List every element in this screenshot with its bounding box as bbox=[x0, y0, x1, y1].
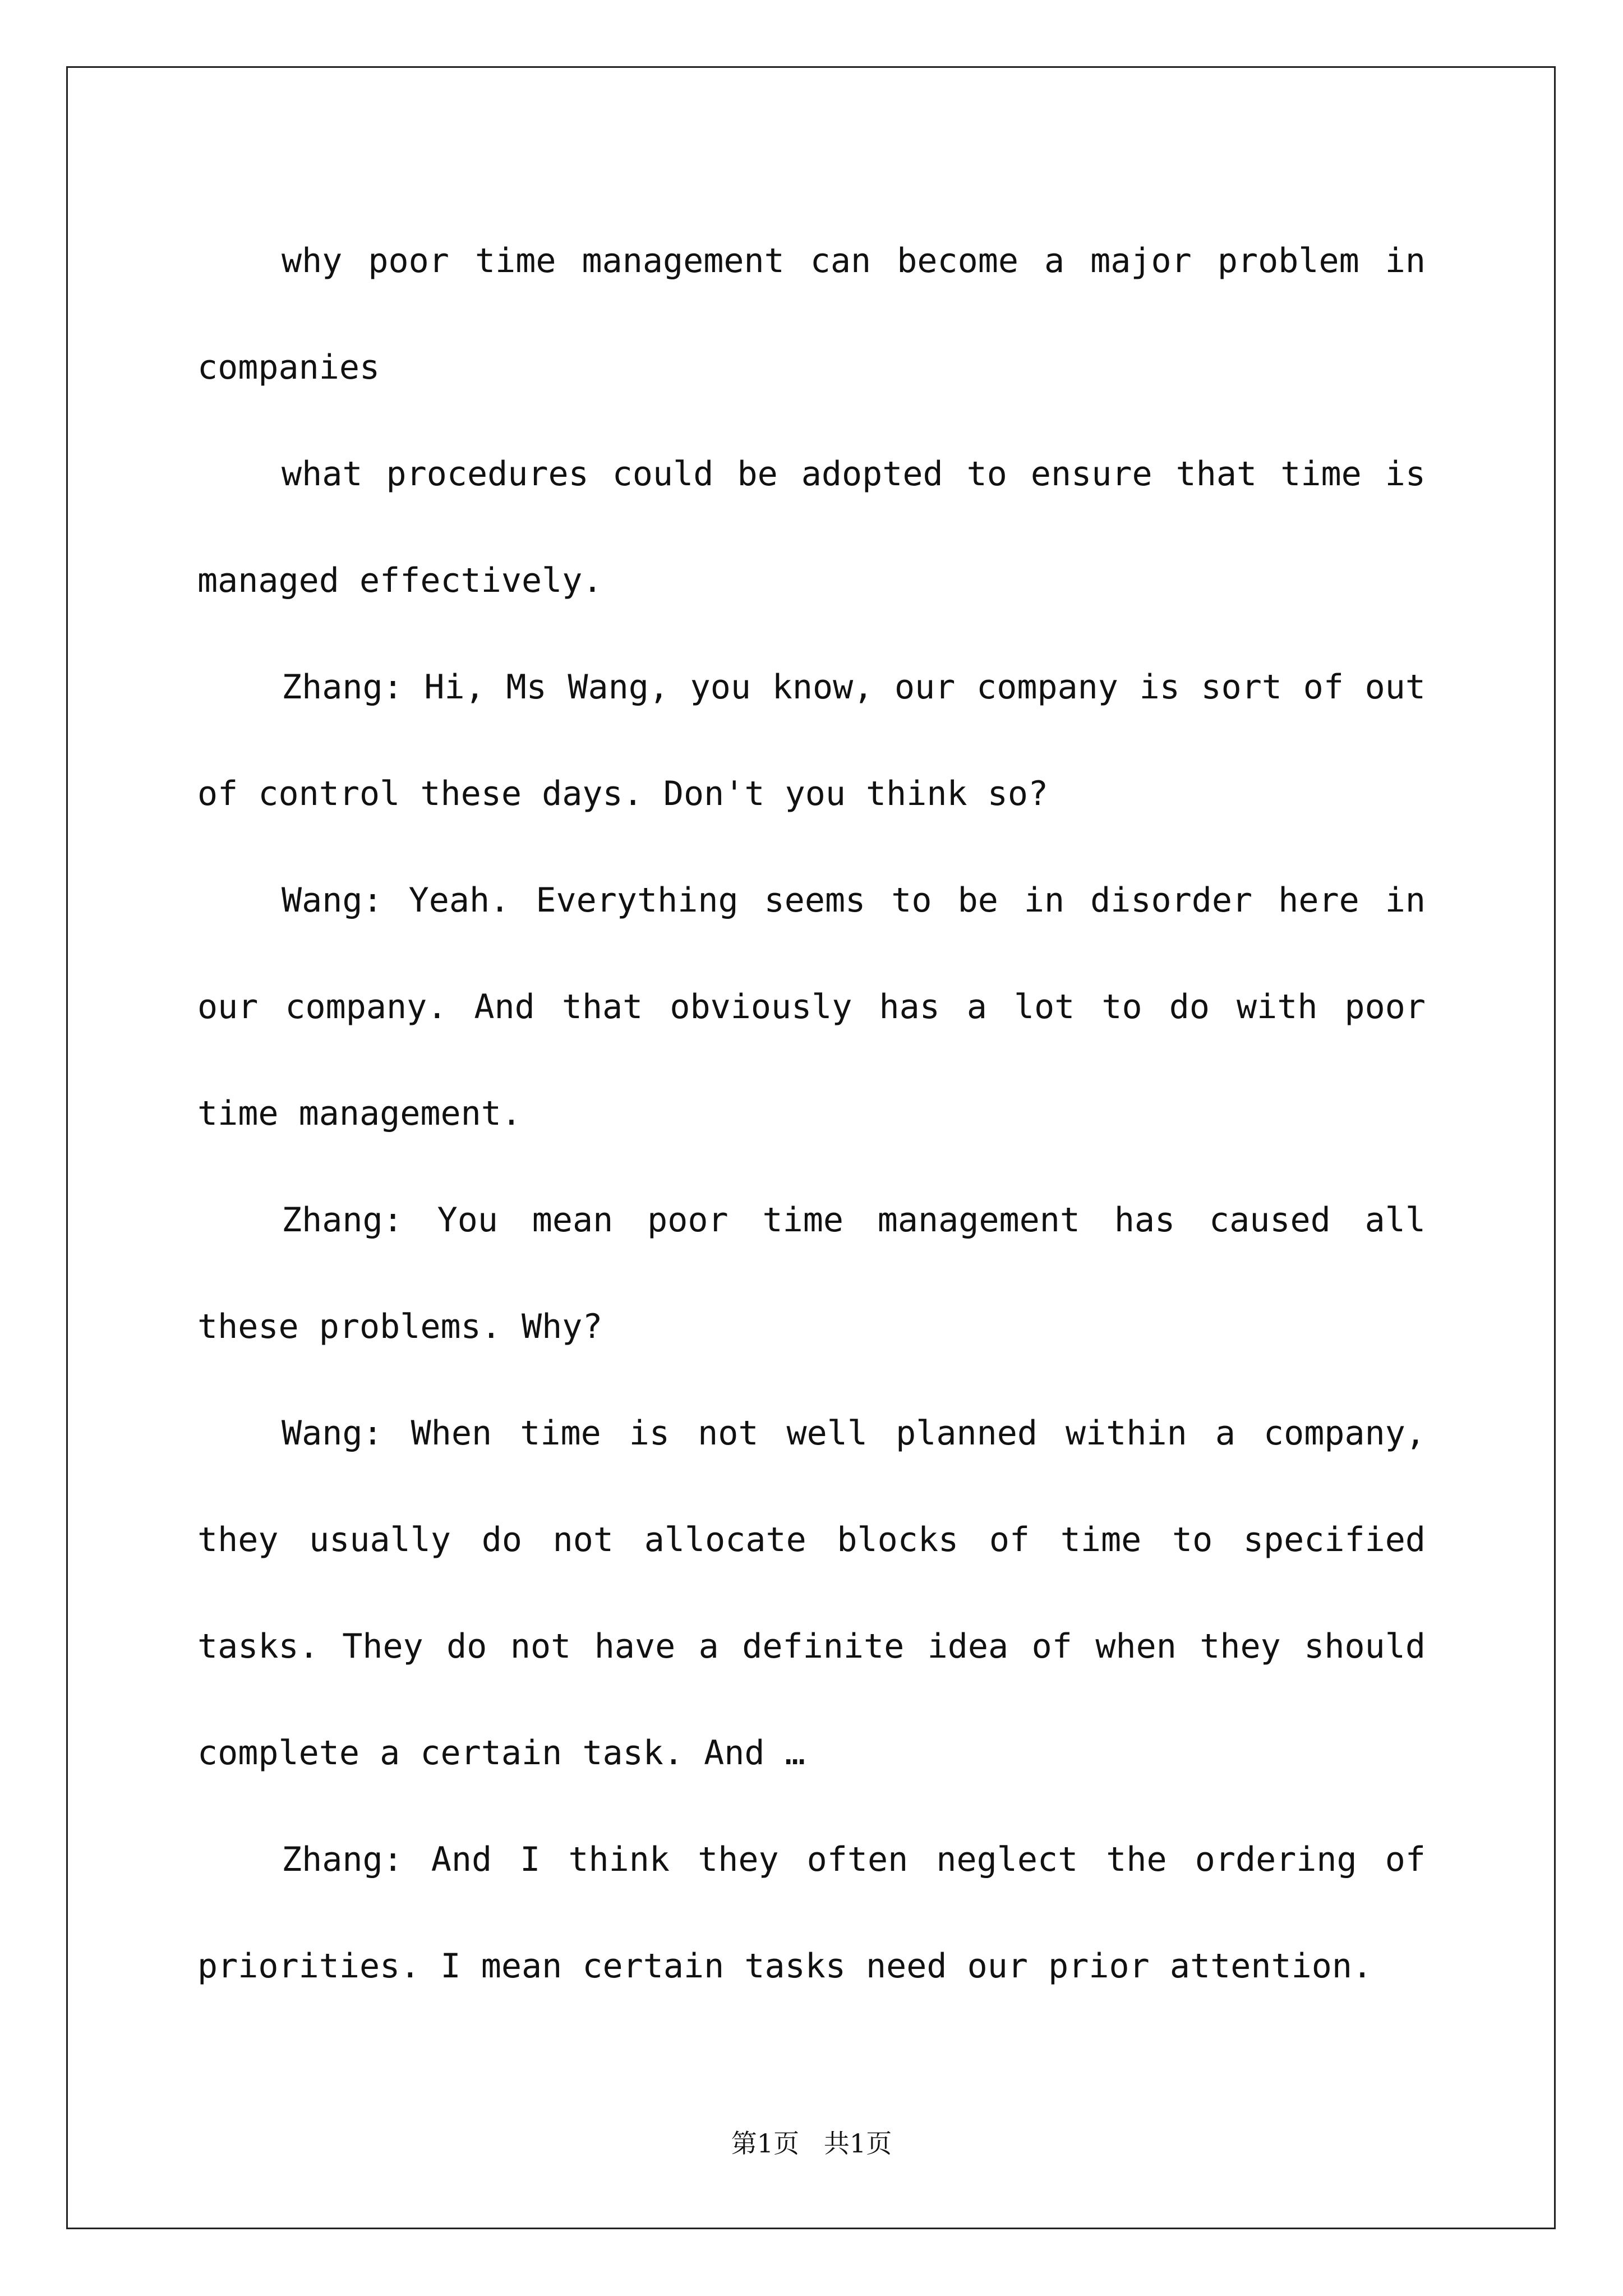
paragraph-zhang-2: Zhang: You mean poor time management has caused all these problems. Why? bbox=[197, 1200, 1426, 1346]
paragraph-wang-2: Wang: When time is not well planned within a company, they usually do not allocate blocks of time to specified tasks. They do not have a definite idea of when they should complete a certain task. And … bbox=[197, 1414, 1426, 1773]
paragraph-wang-1: Wang: Yeah. Everything seems to be in disorder here in our company. And that obviously has a lot to do with poor time management. bbox=[197, 881, 1426, 1133]
paragraph-zhang-1: Zhang: Hi, Ms Wang, you know, our company is sort of out of control these days. Don't you think so? bbox=[197, 668, 1426, 813]
page-footer: 第1页 共1页 bbox=[731, 2128, 892, 2159]
paragraph-topic-1: why poor time management can become a major problem in companies bbox=[197, 241, 1426, 387]
paragraph-topic-2: what procedures could be adopted to ensure that time is managed effectively. bbox=[197, 454, 1426, 600]
paragraph-zhang-3: Zhang: And I think they often neglect the ordering of priorities. I mean certain tasks need our prior attention. bbox=[197, 1840, 1426, 1986]
document-body bbox=[197, 208, 1426, 2019]
